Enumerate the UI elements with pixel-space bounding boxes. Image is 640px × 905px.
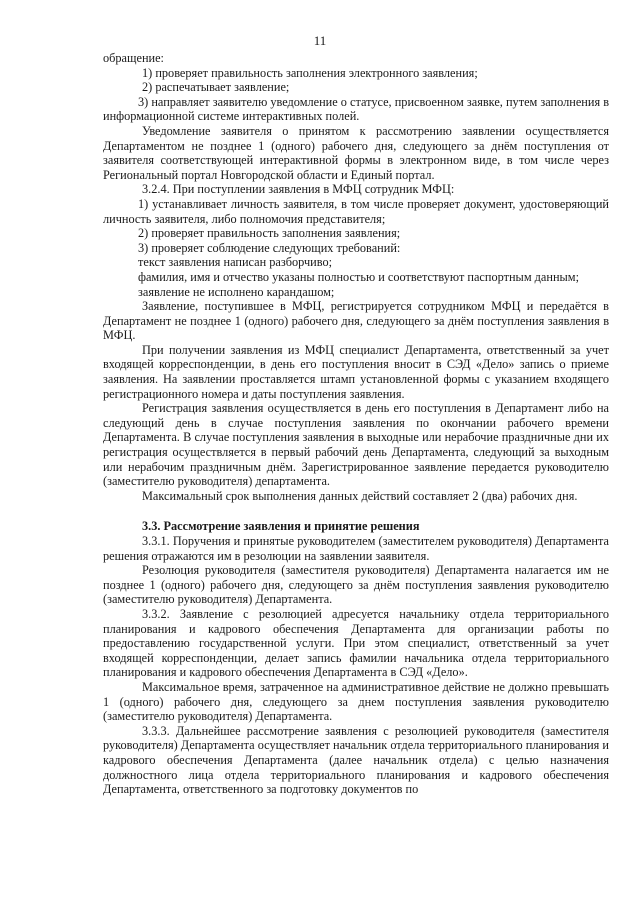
paragraph: Регистрация заявления осуществляется в день его поступления в Департамент либо на следующий день в случае поступления заявления по окончании рабочего времени Департамента. В случае поступления заявления в выходные или нерабочие праздничные дни их регистрация осуществляется в первый рабочий день Департамента, следующий за выходным или нерабочим праздничным днём. Зарегистрированное заявление передается руководителю (заместителю руководителя) департамента. xyxy=(103,401,609,489)
list-item: 3) проверяет соблюдение следующих требований: xyxy=(138,240,401,255)
list-item: текст заявления написан разборчиво; xyxy=(138,255,333,270)
list-item: 2) проверяет правильность заполнения заявления; xyxy=(138,226,401,241)
paragraph: 3.3.1. Поручения и принятые руководителем (заместителем руководителя) Департамента решения отражаются им в резолюции на заявлении заявителя. xyxy=(103,534,609,563)
document-body xyxy=(103,51,609,797)
page-number: 11 xyxy=(313,33,327,48)
paragraph: Заявление, поступившее в МФЦ, регистрируется сотрудником МФЦ и передаётся в Департамент не позднее 1 (одного) рабочего дня, следующего за днём поступления заявления в МФЦ. xyxy=(103,299,609,343)
paragraph: Уведомление заявителя о принятом к рассмотрению заявлении осуществляется Департаментом не позднее 1 (одного) рабочего дня, следующего за днём поступления от заявителя соответствующей интерактивной формы в электронном виде, в том числе через Региональный портал Новгородской области и Единый портал. xyxy=(103,123,609,182)
paragraph: обращение: xyxy=(103,51,164,65)
paragraph: Резолюция руководителя (заместителя руководителя) Департамента налагается им не позднее 1 (одного) рабочего дня, следующего за днём поступления заявления руководителю (заместителю руководителя) Департамента. xyxy=(103,563,609,607)
list-item: 1) устанавливает личность заявителя, в том числе проверяет документ, удостоверяющий личность заявителя, либо полномочия представителя; xyxy=(103,196,609,226)
paragraph: 3.3.2. Заявление с резолюцией адресуется начальнику отдела территориального планирования и кадрового обеспечения Департамента для организации работы по предоставлению государственной услуги. При этом специалист, ответственный за учет входящей корреспонденции, делает запись фамилии начальника отдела территориального планирования и кадрового обеспечения Департамента в СЭД «Дело». xyxy=(103,606,609,680)
list-item: фамилия, имя и отчество указаны полностью и соответствуют паспортным данным; xyxy=(138,269,580,284)
paragraph: 3.2.4. При поступлении заявления в МФЦ сотрудник МФЦ: xyxy=(142,182,455,197)
section-heading: 3.3. Рассмотрение заявления и принятие решения xyxy=(142,519,420,534)
list-item: 1) проверяет правильность заполнения электронного заявления; xyxy=(142,65,478,80)
list-item: заявление не исполнено карандашом; xyxy=(138,284,335,299)
paragraph: Максимальное время, затраченное на административное действие не должно превышать 1 (одного) рабочего дня, следующего за днем поступления заявления руководителю (заместителю руководителя) Департамента. xyxy=(103,679,609,724)
paragraph: Максимальный срок выполнения данных действий составляет 2 (два) рабочих дня. xyxy=(142,488,578,503)
list-item: 3) направляет заявителю уведомление о статусе, присвоенном заявке, путем заполнения в информационной системе интерактивных полей. xyxy=(103,94,609,124)
paragraph: 3.3.3. Дальнейшее рассмотрение заявления с резолюцией руководителя (заместителя руководителя) Департамента осуществляет начальник отдела территориального планирования и кадрового обеспечения Департамента (далее начальник отдела) с целью назначения должностного лица отдела территориального планирования и кадрового обеспечения Департамента, ответственного за подготовку документов по xyxy=(103,723,609,797)
spacer xyxy=(103,503,609,519)
paragraph: При получении заявления из МФЦ специалист Департамента, ответственный за учет входящей корреспонденции, в день его поступления вносит в СЭД «Дело» запись о приеме заявления. На заявлении проставляется штамп установленной формы с указанием входящего регистрационного номера и даты поступления заявления. xyxy=(103,342,609,401)
list-item: 2) распечатывает заявление; xyxy=(142,80,290,95)
